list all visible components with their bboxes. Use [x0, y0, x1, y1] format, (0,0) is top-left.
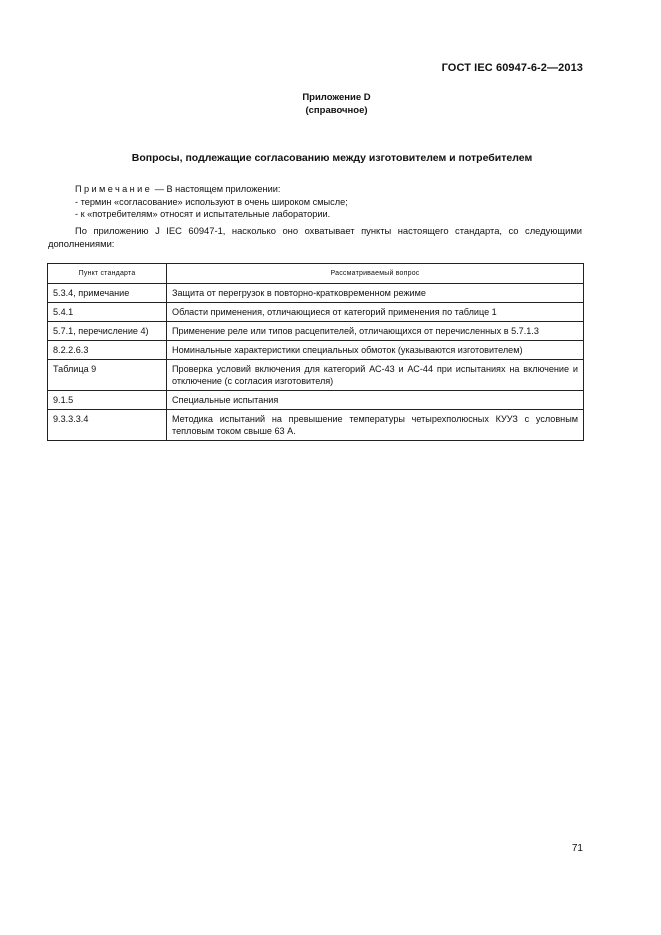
- clause-cell: 9.3.3.3.4: [48, 410, 167, 441]
- annex-title: Приложение D: [302, 92, 371, 103]
- clause-cell: 5.3.4, примечание: [48, 284, 167, 303]
- table-header-row: [48, 264, 584, 284]
- table-row: [48, 303, 584, 322]
- question-cell: Защита от перегрузок в повторно-кратковременном режиме: [167, 284, 584, 303]
- intro-paragraph: По приложению J IEC 60947-1, насколько оно охватывает пункты настоящего стандарта, со следующими дополнениями:: [48, 225, 582, 249]
- note-label: Примечание: [75, 184, 153, 194]
- table-row: [48, 322, 584, 341]
- annex-subtitle: (справочное): [305, 105, 368, 116]
- column-header-question: Рассматриваемый вопрос: [167, 264, 584, 284]
- section-title: [0, 152, 661, 164]
- table-row: [48, 341, 584, 360]
- question-cell: Проверка условий включения для категорий АС-43 и АС-44 при испытаниях на включение и отключение (с согласия изготовителя): [167, 360, 584, 391]
- clause-cell: 5.4.1: [48, 303, 167, 322]
- page-number: 71: [571, 843, 583, 854]
- question-cell: Применение реле или типов расцепителей, отличающихся от перечисленных в 5.7.1.3: [167, 322, 584, 341]
- question-cell: Области применения, отличающиеся от категорий применения по таблице 1: [167, 303, 584, 322]
- note-block: [75, 183, 348, 221]
- clause-cell: 8.2.2.6.3: [48, 341, 167, 360]
- table-row: [48, 360, 584, 391]
- question-cell: Специальные испытания: [167, 391, 584, 410]
- section-title-text: Вопросы, подлежащие согласованию между изготовителем и потребителем: [131, 152, 533, 164]
- question-cell: Номинальные характеристики специальных обмоток (указываются изготовителем): [167, 341, 584, 360]
- annex-heading: [0, 91, 661, 117]
- table-row: [48, 284, 584, 303]
- clause-cell: Таблица 9: [48, 360, 167, 391]
- table-row: [48, 410, 584, 441]
- clause-cell: 5.7.1, перечисление 4): [48, 322, 167, 341]
- question-cell: Методика испытаний на превышение температуры четырехполюсных КУУЗ с условным тепловым током свыше 63 А.: [167, 410, 584, 441]
- clause-cell: 9.1.5: [48, 391, 167, 410]
- note-item: - термин «согласование» используют в очень широком смысле;: [75, 196, 348, 207]
- note-item: - к «потребителям» относят и испытательные лаборатории.: [75, 209, 331, 219]
- standard-code: ГОСТ IEC 60947-6-2—2013: [441, 62, 583, 74]
- requirements-table: [47, 263, 584, 441]
- note-line: [75, 183, 348, 196]
- note-text: — В настоящем приложении:: [152, 184, 281, 194]
- table-row: [48, 391, 584, 410]
- column-header-clause: Пункт стандарта: [48, 264, 167, 284]
